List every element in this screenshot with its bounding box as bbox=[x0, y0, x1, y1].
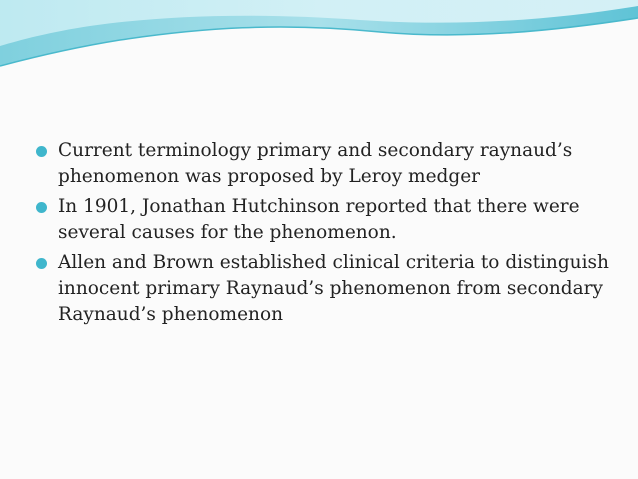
bullet-text: Allen and Brown established clinical criteria to distinguish innocent primary Raynaud’s phenomenon from secondary Raynaud’s phenomenon bbox=[58, 252, 609, 325]
bullet-item bbox=[36, 138, 616, 190]
bullet-list bbox=[36, 138, 616, 332]
filled-circle-icon bbox=[36, 258, 47, 269]
bullet-item bbox=[36, 250, 616, 328]
bullet-item bbox=[36, 194, 616, 246]
filled-circle-icon bbox=[36, 202, 47, 213]
filled-circle-icon bbox=[36, 146, 47, 157]
wave-header-decoration bbox=[0, 0, 638, 80]
bullet-text: In 1901, Jonathan Hutchinson reported that there were several causes for the phenomenon. bbox=[58, 196, 580, 243]
bullet-text: Current terminology primary and secondary raynaud’s phenomenon was proposed by Leroy medger bbox=[58, 140, 573, 187]
